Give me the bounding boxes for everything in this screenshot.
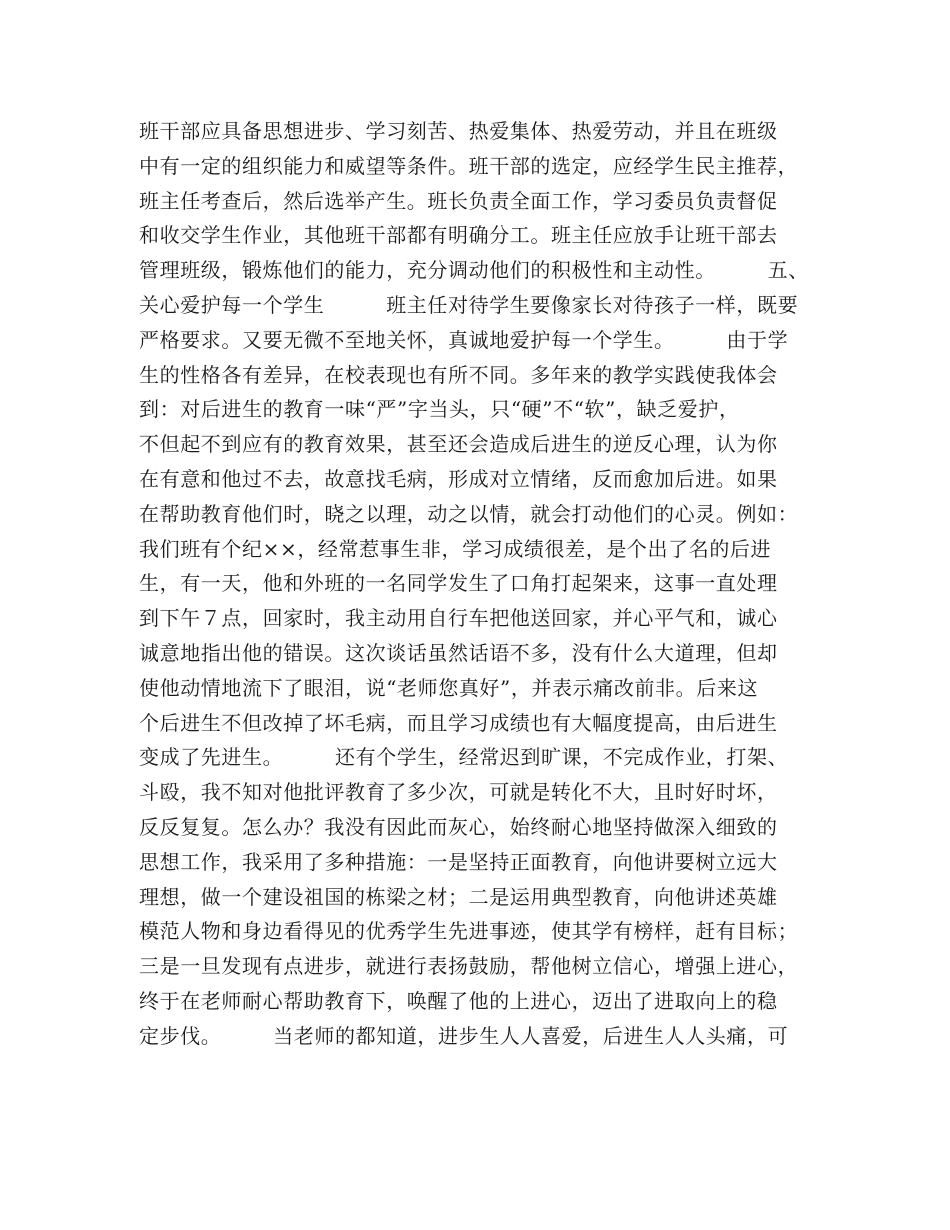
text-line: 思想工作，我采用了多种措施：一是坚持正面教育，向他讲要树立远大 [139,849,778,874]
text-line: 在有意和他过不去，故意找毛病，形成对立情绪，反而愈加后进。如果 [139,466,778,491]
text-line: 和收交学生作业，其他班干部都有明确分工。班主任应放手让班干部去 [139,223,778,248]
text-line: 管理班级，锻炼他们的能力，充分调动他们的积极性和主动性。 五、 [139,258,809,283]
text-line: 严格要求。又要无微不至地关怀，真诚地爱护每一个学生。 由于学 [139,327,789,352]
text-line: 变成了先进生。 还有个学生，经常迟到旷课，不完成作业，打架、 [139,745,789,770]
text-line: 诚意地指出他的错误。这次谈话虽然话语不多，没有什么大道理，但却 [139,640,778,665]
text-line: 生，有一天，他和外班的一名同学发生了口角打起架来，这事一直处理 [139,571,778,596]
text-line: 到：对后进生的教育一味“严”字当头，只“硬”不“软”，缺乏爱护， [139,397,740,422]
text-line: 使他动情地流下了眼泪，说“老师您真好”，并表示痛改前非。后来这 [139,675,759,700]
text-line: 中有一定的组织能力和威望等条件。班干部的选定，应经学生民主推荐， [139,153,799,178]
text-line: 个后进生不但改掉了坏毛病，而且学习成绩也有大幅度提高，由后进生 [139,710,778,735]
text-line: 到下午７点，回家时，我主动用自行车把他送回家，并心平气和，诚心 [139,606,778,631]
text-line: 理想，做一个建设祖国的栋梁之材；二是运用典型教育，向他讲述英雄 [139,884,778,909]
text-line: 终于在老师耐心帮助教育下，唤醒了他的上进心，迈出了进取向上的稳 [139,988,778,1013]
text-line: 我们班有个纪××，经常惹事生非，学习成绩很差，是个出了名的后进 [139,536,772,561]
text-line: 模范人物和身边看得见的优秀学生先进事迹，使其学有榜样，赶有目标； [139,919,799,944]
text-line: 三是一旦发现有点进步，就进行表扬鼓励，帮他树立信心，增强上进心， [139,954,799,979]
text-line: 班干部应具备思想进步、学习刻苦、热爱集体、热爱劳动，并且在班级 [139,119,778,143]
text-line: 在帮助教育他们时，晓之以理，动之以情，就会打动他们的心灵。例如： [139,501,799,526]
text-line: 生的性格各有差异，在校表现也有所不同。多年来的教学实践使我体会 [139,362,778,387]
text-line: 定步伐。 当老师的都知道，进步生人人喜爱，后进生人人头痛，可 [139,1023,789,1048]
text-line: 不但起不到应有的教育效果，甚至还会造成后进生的逆反心理，认为你 [139,432,778,457]
text-line: 斗殴，我不知对他批评教育了多少次，可就是转化不大，且时好时坏， [139,780,778,805]
text-line: 反反复复。怎么办？我没有因此而灰心，始终耐心地坚持做深入细致的 [139,814,778,839]
text-line: 关心爱护每一个学生 班主任对待学生要像家长对待孩子一样，既要 [139,292,799,317]
text-line: 班主任考查后，然后选举产生。班长负责全面工作，学习委员负责督促 [139,188,778,213]
body-text [139,114,839,1054]
